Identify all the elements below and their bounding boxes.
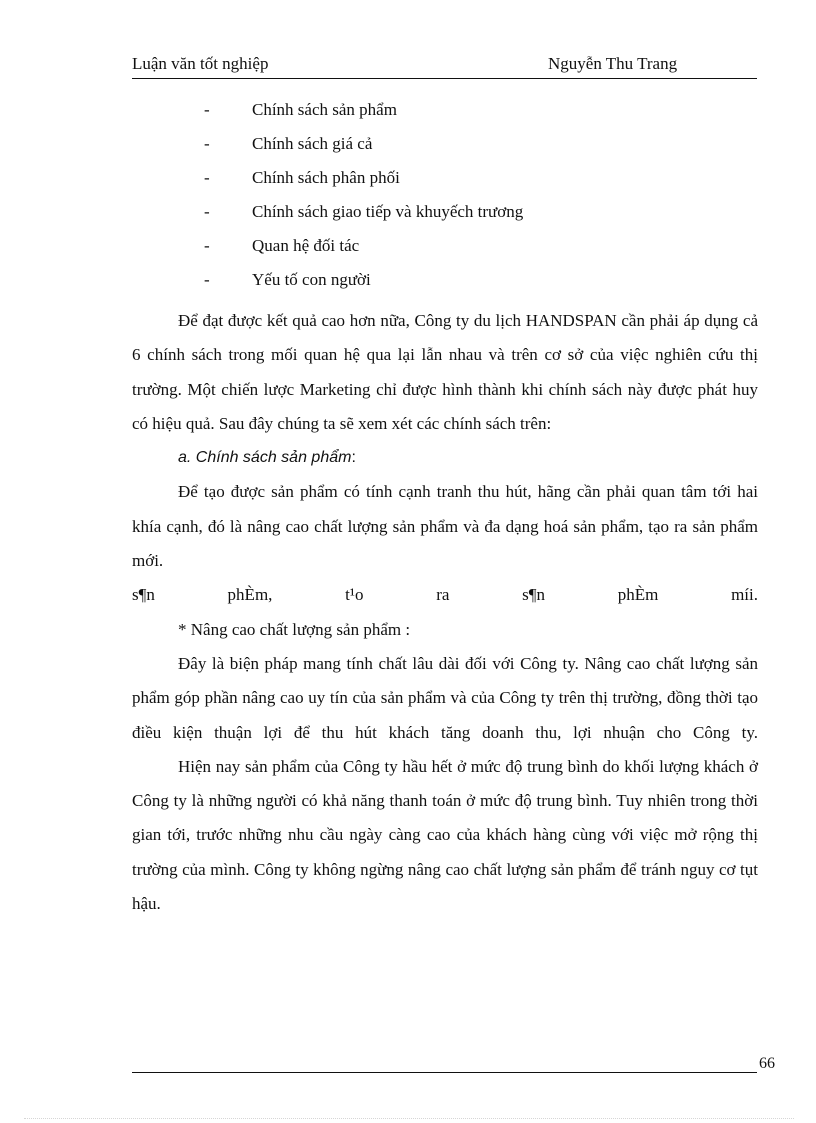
page-footer-rule [132, 1054, 757, 1073]
bullet-text: Quan hệ đối tác [252, 236, 360, 255]
page-header [132, 52, 757, 79]
bullet-text: Chính sách giao tiếp và khuyếch trương [252, 202, 524, 221]
bullet-text: Chính sách sản phẩm [252, 100, 397, 119]
header-thesis-label: Luận văn tốt nghiệp [132, 54, 269, 73]
product-paragraph: Để tạo được sản phẩm có tính cạnh tranh thu hút, hãng cần phải quan tâm tới hai khía cạnh, đó là nâng cao chất lượng sản phẩm và đa dạng hoá sản phẩm, tạo ra sản phẩm mới. [132, 482, 758, 571]
bullet-text: Yếu tố con người [252, 270, 371, 289]
bullet-dash: - [204, 100, 210, 119]
section-a-colon: : [351, 449, 356, 467]
section-a-heading [132, 441, 758, 475]
page-number: 66 [759, 1055, 775, 1072]
quality-paragraph-1: Đây là biện pháp mang tính chất lâu dài đối với Công ty. Nâng cao chất lượng sản phẩm góp phần nâng cao uy tín của sản phẩm và của Công ty trên thị trường, đồng thời tạo điều kiện thuận lợi để thu hút khách tăng doanh thu, lợi nhuận cho Công ty. [132, 653, 758, 742]
bullet-dash: - [204, 236, 210, 255]
bullet-item [0, 202, 816, 226]
bullet-dash: - [204, 202, 210, 221]
bullet-item [0, 168, 816, 192]
bullet-dash: - [204, 134, 210, 153]
bullet-item [0, 100, 816, 124]
bullet-item [0, 270, 816, 294]
bullet-dash: - [204, 270, 210, 289]
bullet-text: Chính sách giá cả [252, 134, 373, 153]
body-text [132, 304, 758, 921]
quality-paragraph-2: Hiện nay sản phẩm của Công ty hầu hết ở mức độ trung bình do khối lượng khách ở Công ty là những người có khả năng thanh toán ở mức độ trung bình. Tuy nhiên trong thời gian tới, trước những nhu cầu ngày càng cao của khách hàng cùng với việc mở rộng thị trường của mình. Công ty không ngừng nâng cao chất lượng sản phẩm để tránh nguy cơ tụt hậu. [132, 756, 758, 914]
header-author-name: Nguyễn Thu Trang [548, 54, 678, 73]
page-bottom-divider [24, 1118, 794, 1119]
bullet-dash: - [204, 168, 210, 187]
quality-subheading: * Nâng cao chất lượng sản phẩm : [178, 619, 411, 639]
bullet-item [0, 236, 816, 260]
bullet-item [0, 134, 816, 158]
garbled-line: s¶n phÈm, t¹o ra s¶n phÈm míi. [132, 585, 758, 605]
section-a-title: a. Chính sách sản phẩm [178, 449, 352, 467]
bullet-text: Chính sách phân phối [252, 168, 400, 187]
intro-paragraph: Để đạt được kết quả cao hơn nữa, Công ty du lịch HANDSPAN cần phải áp dụng cả 6 chính sách trong mối quan hệ qua lại lẫn nhau và trên cơ sở của việc nghiên cứu thị trường. Một chiến lược Marketing chỉ được hình thành khi chính sách này được phát huy có hiệu quả. Sau đây chúng ta sẽ xem xét các chính sách trên: [132, 311, 758, 433]
